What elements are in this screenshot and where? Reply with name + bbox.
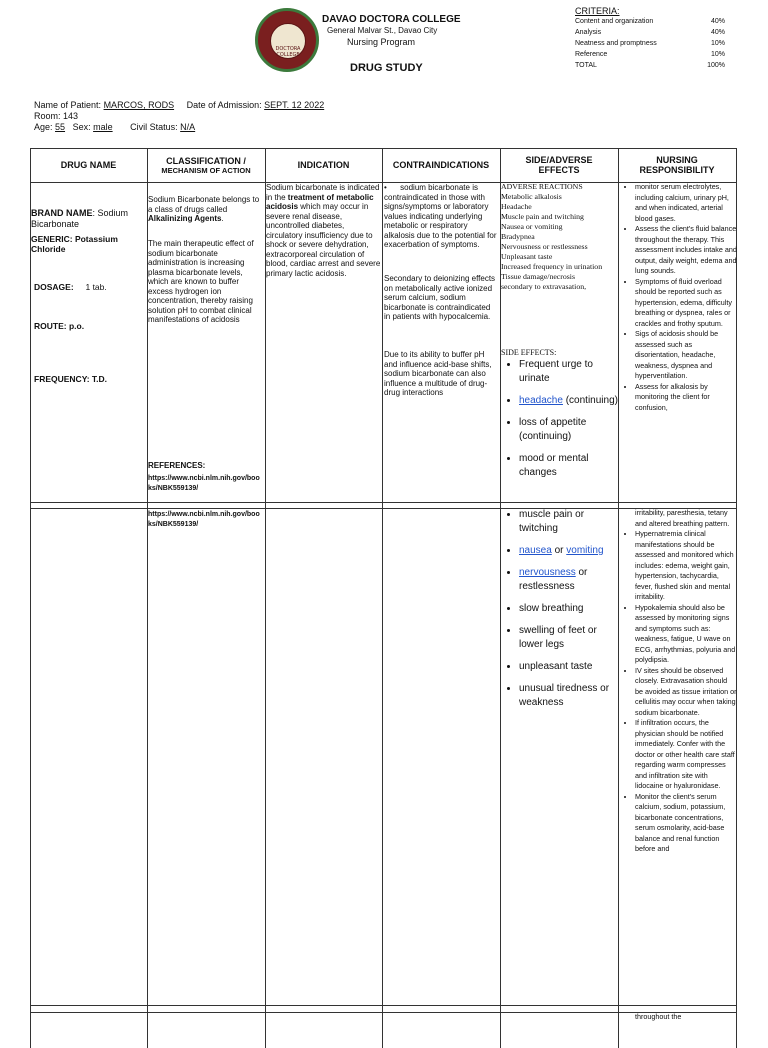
college-seal	[255, 8, 319, 72]
criteria-title: CRITERIA:	[575, 6, 620, 16]
list-item: • Assess for alkalosis by monitoring the client for confusion,	[635, 382, 737, 414]
college-address: General Malvar St., Davao City	[327, 26, 438, 35]
criteria-box	[575, 6, 725, 71]
list-item: • Hypokalemia should also be assessed by monitoring signs and symptoms such as: weakness, fatigue, U wave on ECG, arrhythmias, polyuria and polydipsia.	[635, 603, 737, 666]
references-label: REFERENCES:	[148, 461, 206, 470]
bullet-icon: •	[384, 183, 387, 192]
list-item: • If infiltration occurs, the physician should be notified immediately. Confer with the doctor or other health care staff regarding warm compresses and infiltration site with lidocaine or hyaluronidase.	[635, 718, 737, 792]
list-item: • headache (continuing)	[519, 394, 618, 408]
criteria-row: Neatness and promptness 10%	[575, 40, 725, 47]
generic-name: GENERIC: Potassium Chloride	[31, 234, 118, 254]
seal-center	[270, 23, 306, 59]
side-effects-list-2	[501, 508, 618, 718]
dosage: DOSAGE: 1 tab.	[34, 282, 107, 292]
list-item: • slow breathing	[519, 602, 618, 616]
college-name: DAVAO DOCTORA COLLEGE	[322, 14, 461, 25]
age-line: Age: 55 Sex: male Civil Status: N/A	[34, 122, 196, 132]
list-item: • IV sites should be observed closely. Extravasation should be avoided as tissue irritation or cellulitis may occur when taking sodium bicarbonate.	[635, 666, 737, 719]
reference-link-2[interactable]: https://www.ncbi.nlm.nih.gov/books/NBK559139/	[148, 511, 260, 528]
criteria-row: Analysis 40%	[575, 29, 725, 36]
reference-link[interactable]: https://www.ncbi.nlm.nih.gov/books/NBK559139/	[148, 475, 260, 492]
criteria-row: TOTAL 100%	[575, 62, 725, 69]
side-effects-title: SIDE EFFECTS:	[501, 348, 557, 357]
list-item: • nervousness or restlessness	[519, 566, 618, 594]
patient-sex: male	[93, 122, 113, 132]
room-line: Room: 143	[34, 111, 79, 121]
list-item: • swelling of feet or lower legs	[519, 624, 618, 652]
header-contraindications: CONTRAINDICATIONS	[392, 160, 490, 170]
indication-text: Sodium bicarbonate is indicated in the treatment of metabolic acidosis which may occur in severe renal disease, uncontrolled diabetes, circulatory insufficiency due to shock or severe dehydration, extracorporeal circulation of blood, cardiac arrest and severe primary lactic acidosis.	[266, 183, 381, 278]
program-name: Nursing Program	[347, 37, 416, 47]
header-drug-name: DRUG NAME	[60, 160, 117, 170]
brand-name: BRAND NAME: Sodium Bicarbonate	[31, 208, 129, 229]
civil-status: N/A	[180, 122, 196, 132]
header-classification: CLASSIFICATION / MECHANISM OF ACTION	[161, 155, 251, 175]
list-item: • loss of appetite (continuing)	[519, 416, 618, 444]
list-item: • Frequent urge to urinate	[519, 358, 618, 386]
list-item: • monitor serum electrolytes, including calcium, urinary pH, and when indicated, arterial blood gases.	[635, 182, 737, 224]
header-indication: INDICATION	[297, 160, 350, 170]
header-nursing-responsibility: NURSING RESPONSIBILITY	[639, 155, 715, 175]
side-effects-list	[501, 358, 618, 488]
seal-text: DOCTORA COLLEGE	[275, 46, 301, 58]
list-item: • muscle pain or twitching	[519, 508, 618, 536]
mechanism-text: The main therapeutic effect of sodium bicarbonate administration is increasing plasma bicarbonate levels, which are known to buffer excess hydrogen ion concentration, thereby raising solution pH to combat clinical manifestations of acidosis	[148, 239, 254, 324]
list-item: • Monitor the client's serum calcium, sodium, potassium, bicarbonate concentrations, serum osmolarity, acid-base balance and renal function before and	[635, 792, 737, 855]
nursing-continued: throughout the	[635, 1012, 682, 1021]
contraindication-text-2: Secondary to deionizing effects on metabolically active ionized serum calcium, sodium bicarbonate is contraindicated in patients with hypocalcemia.	[384, 274, 496, 321]
document-title: DRUG STUDY	[350, 62, 423, 74]
list-item: • unusual tiredness or weakness	[519, 682, 618, 710]
criteria-row: Content and organization 40%	[575, 18, 725, 25]
nursing-responsibilities	[619, 182, 737, 413]
list-item: • nausea or vomiting	[519, 544, 618, 558]
list-item: • unpleasant taste	[519, 660, 618, 674]
route: ROUTE: p.o.	[34, 321, 85, 331]
list-item: • Assess the client's fluid balance throughout the therapy. This assessment includes intake and output, daily weight, edema and lung sounds.	[635, 224, 737, 277]
admission-date: SEPT. 12 2022	[264, 100, 325, 110]
classification-text: Sodium Bicarbonate belongs to a class of drugs called Alkalinizing Agents.	[148, 195, 260, 223]
contraindication-text-1: • sodium bicarbonate is contraindicated in those with signs/symptoms or laboratory values indicating underlying metabolic or respiratory alkalosis due to the potential for exacerbation of symptoms.	[384, 183, 497, 249]
criteria-row: Reference 10%	[575, 51, 725, 58]
frequency: FREQUENCY: T.D.	[34, 374, 108, 384]
nursing-responsibilities-2: irritability, paresthesia, tetany and altered breathing pattern. • Hypernatremia clinical manifestations should be assessed and monitored which includes: edema, weight gain, hypertension, tachycardia, fever, flushed skin and mental irritability. • Hypokalemia should also be assessed by monitoring signs and symptoms such as: weakness, fatigue, U wave on ECG, arrhythmias, polyuria and polydipsia. • IV sites should be observed closely. Extravasation should be avoided as tissue irritation or cellulitis may occur when taking sodium bicarbonate. • If infiltration occurs, the physician should be notified immediately. Confer with the doctor or other health care staff regarding warm compresses and infiltration site with lidocaine or hyaluronidase. • Monitor the client's serum calcium, sodium, potassium, bicarbonate concentrations, serum osmolarity, acid-base balance and renal function before and	[619, 508, 737, 855]
list-item: • mood or mental changes	[519, 452, 618, 480]
list-item: • Sigs of acidosis should be assessed such as disorientation, headache, weakness, dyspnea and hyperventilation.	[635, 329, 737, 382]
adverse-reactions: ADVERSE REACTIONS Metabolic alkalosis Headache Muscle pain and twitching Nausea or vomiting Bradypnea Nervousness or restlessness Unpleasant taste Increased frequency in urination Tissue damage/necrosis secondary to extravasation,	[501, 182, 603, 291]
list-item: • Hypernatremia clinical manifestations should be assessed and monitored which includes: edema, weight gain, hypertension, tachycardia, fever, flushed skin and mental irritability.	[635, 529, 737, 603]
list-item: • Symptoms of fluid overload should be reported such as hypertension, edema, difficulty breathing or dyspnea, rales or crackles and frothy sputum.	[635, 277, 737, 330]
patient-name-line: Name of Patient: MARCOS, RODS Date of Admission: SEPT. 12 2022	[34, 100, 325, 110]
patient-age: 55	[55, 122, 66, 132]
header-side-effects: SIDE/ADVERSE EFFECTS	[525, 155, 593, 175]
contraindication-text-3: Due to its ability to buffer pH and influence acid-base shifts, sodium bicarbonate can also influence a multitude of drug-drug interactions	[384, 350, 492, 397]
patient-name: MARCOS, RODS	[103, 100, 175, 110]
